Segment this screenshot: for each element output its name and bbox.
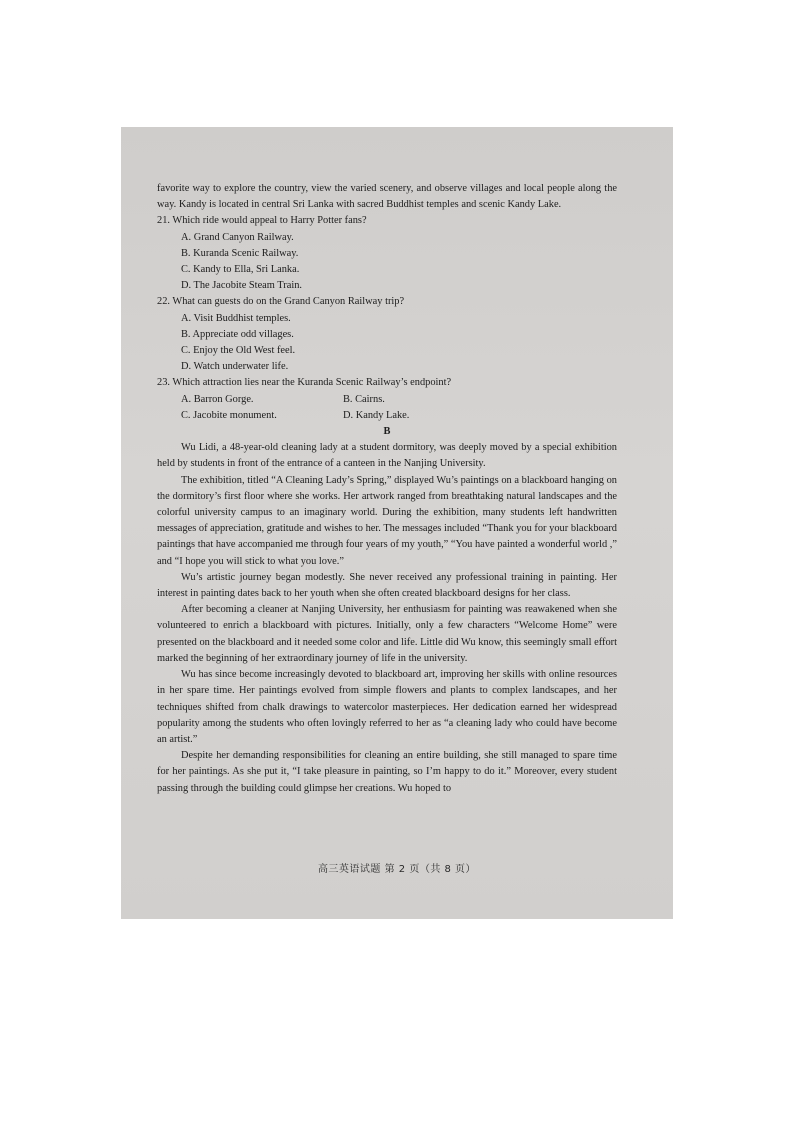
options-row-2 <box>181 408 617 424</box>
question-stem: 23. Which attraction lies near the Kuranda Scenic Railway’s endpoint? <box>157 377 452 389</box>
section-label: B <box>383 426 391 438</box>
option-a: A. Barron Gorge. <box>181 393 254 405</box>
option-a: A. Visit Buddhist temples. <box>181 312 291 324</box>
option-d: D. Watch underwater life. <box>181 361 289 373</box>
option-c: C. Kandy to Ella, Sri Lanka. <box>181 264 300 276</box>
page-footer: 高三英语试题 第 2 页（共 8 页） <box>317 864 477 875</box>
passage-paragraph: Wu has since become increasingly devoted to blackboard art, improving her skills with online resources in her spare time. Her paintings evolved from simple flowers and plants to complex landscapes, and her techniques shifted from chalk drawings to watercolor masterpieces. Her dedication earned her widespread popularity among the students who often lovingly referred to her as “a cleaning lady who could have become an artist.” <box>157 669 617 745</box>
options-row-1 <box>181 392 617 408</box>
question-stem: 22. What can guests do on the Grand Canyon Railway trip? <box>157 296 405 308</box>
question-stem: 21. Which ride would appeal to Harry Potter fans? <box>157 215 367 227</box>
exam-page-photo <box>121 127 673 919</box>
option-b: B. Appreciate odd villages. <box>181 328 294 340</box>
passage-paragraph: Despite her demanding responsibilities for cleaning an entire building, she still managed to spare time for her paintings. As she put it, “I take pleasure in painting, so I’m happy to do it.” Moreover, every student passing through the building could glimpse her creations. Wu hoped to <box>157 750 617 794</box>
option-c: C. Jacobite monument. <box>181 409 277 421</box>
passage-paragraph: Wu Lidi, a 48-year-old cleaning lady at a student dormitory, was deeply moved by a special exhibition held by students in front of the entrance of a canteen in the Nanjing University. <box>157 442 617 470</box>
passage-paragraph: The exhibition, titled “A Cleaning Lady’s Spring,” displayed Wu’s paintings on a blackboard hanging on the dormitory’s first floor where she works. Her artwork ranged from breathtaking natural landscapes and the colorful university campus to an imaginary world. During the exhibition, many students left handwritten messages of appreciation, gratitude and wishes to her. The messages included “Thank you for your blackboard paintings that have accompanied me through four years of my youth,” “You have painted a wonderful world ,” and “I hope you will stick to what you love.” <box>157 474 617 567</box>
option-b: B. Kuranda Scenic Railway. <box>181 247 299 259</box>
option-d: D. The Jacobite Steam Train. <box>181 280 303 292</box>
option-d: D. Kandy Lake. <box>343 409 410 421</box>
option-b: B. Cairns. <box>343 393 385 405</box>
intro-paragraph: favorite way to explore the country, view the varied scenery, and observe villages and local people along the way. Kandy is located in central Sri Lanka with sacred Buddhist temples and scenic Kandy Lake. <box>157 183 617 211</box>
question-21 <box>157 213 617 294</box>
passage-paragraph: Wu’s artistic journey began modestly. She never received any professional training in painting. Her interest in painting dates back to her youth when she often created blackboard designs for her class. <box>157 571 617 600</box>
exam-page-text <box>157 181 617 797</box>
question-23 <box>157 375 617 424</box>
passage-paragraph: After becoming a cleaner at Nanjing University, her enthusiasm for painting was reawakened when she volunteered to enrich a blackboard with pictures. Initially, only a few characters “Welcome Home” were presented on the blackboard and it needed some color and life. Little did Wu know, this seemingly small effort marked the beginning of her extraordinary journey of life in the university. <box>157 604 617 664</box>
option-c: C. Enjoy the Old West feel. <box>181 345 296 357</box>
option-a: A. Grand Canyon Railway. <box>181 231 294 243</box>
question-22 <box>157 294 617 375</box>
